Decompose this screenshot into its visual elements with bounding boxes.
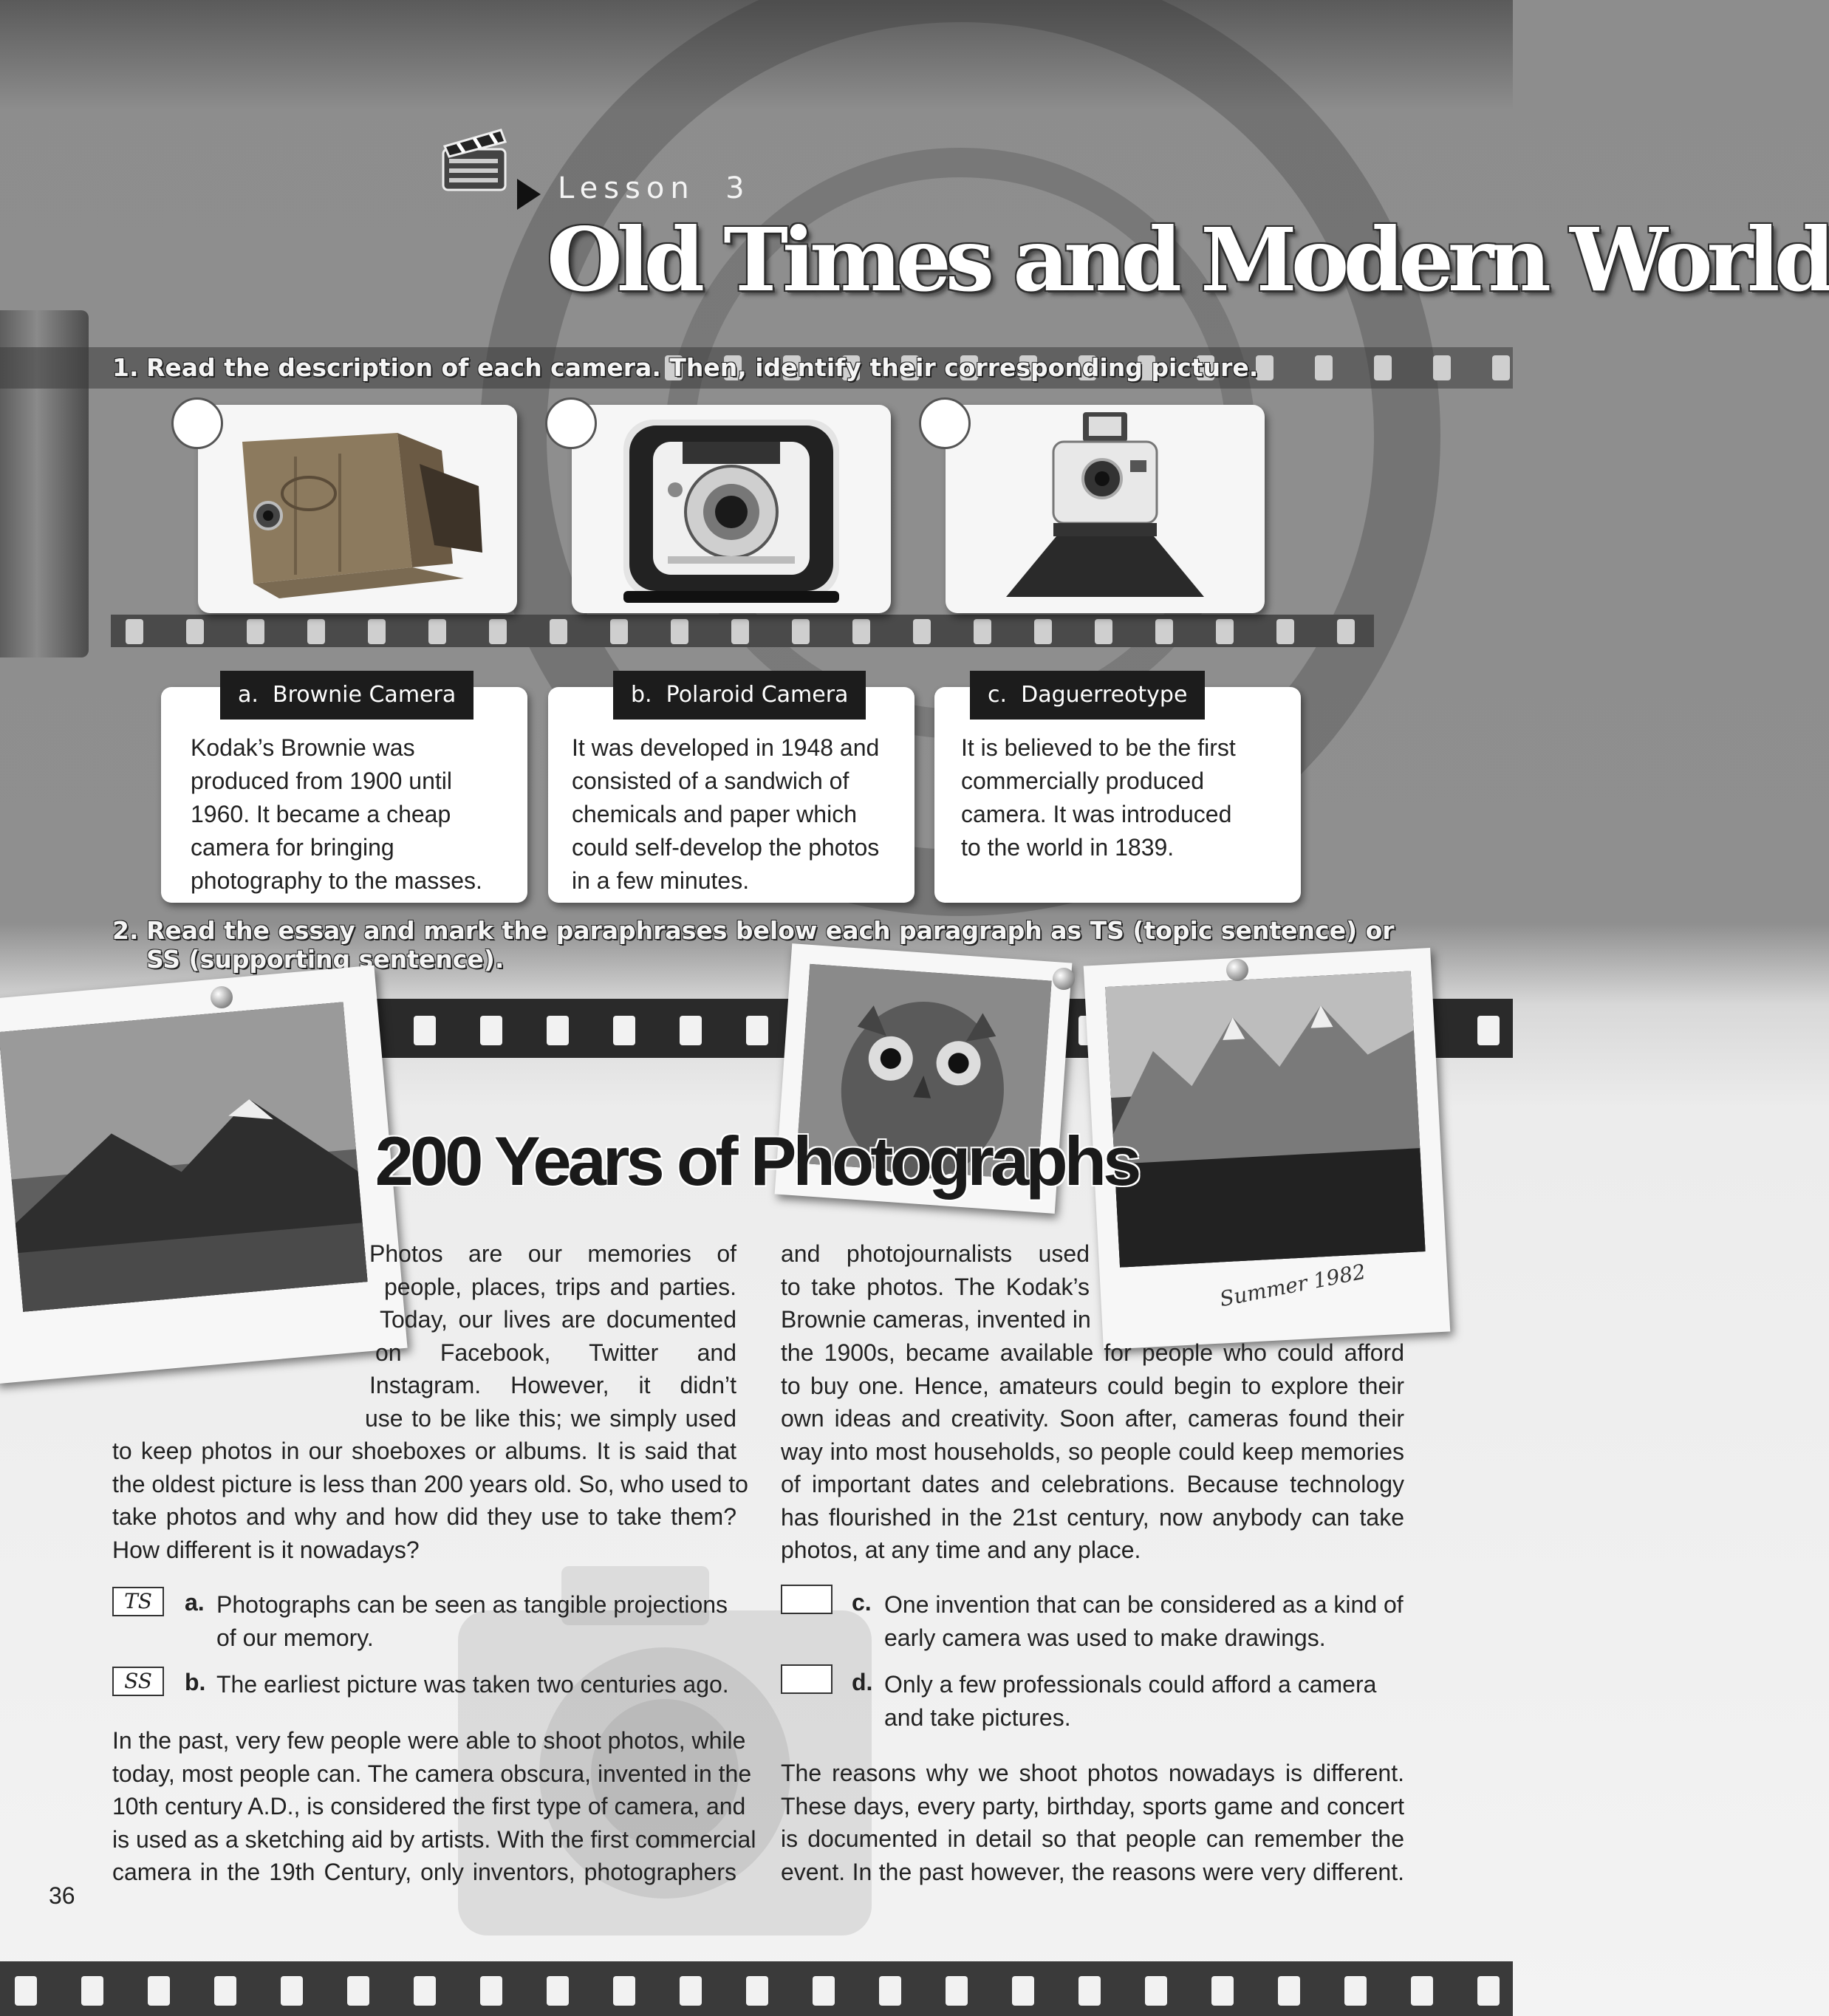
essay-paragraph-1-indented: Instagram. However, it didn’t — [369, 1372, 736, 1398]
description-text: It was developed in 1948 and consisted of a sandwich of chemicals and paper which could self-develop the photos in a few minutes. — [572, 734, 880, 894]
item-a-text: Photographs can be seen as tangible projections of our memory. — [216, 1591, 728, 1651]
film-perforation — [186, 619, 204, 644]
film-perforation — [81, 1976, 103, 2006]
film-perforation — [1337, 619, 1355, 644]
item-letter: b. — [185, 1669, 206, 1695]
film-perforation — [913, 619, 931, 644]
item-b-text: The earliest picture was taken two centuries ago. — [216, 1671, 729, 1698]
lesson-title: Old Times and Modern World — [547, 208, 1829, 311]
film-perforation — [368, 619, 386, 644]
film-perforation — [247, 619, 264, 644]
film-perforation — [680, 1016, 702, 1045]
page-number: 36 — [49, 1882, 75, 1909]
item-c-text: One invention that can be considered as a kind of early camera was used to make drawings. — [884, 1591, 1404, 1651]
film-perforation — [852, 619, 870, 644]
answer-box-d[interactable] — [781, 1664, 833, 1694]
film-perforation — [1216, 619, 1234, 644]
film-perforation — [1344, 1976, 1367, 2006]
film-perforation — [1411, 1976, 1433, 2006]
essay-paragraph-1-indented: use to be like this; we simply used — [365, 1405, 736, 1432]
push-pin-icon — [211, 986, 233, 1008]
essay-paragraph-1-indented: people, places, trips and parties. — [384, 1274, 736, 1300]
film-perforation — [547, 1016, 569, 1045]
film-perforation — [1315, 355, 1333, 380]
film-perforation — [307, 619, 325, 644]
push-pin-icon — [1053, 968, 1075, 990]
item-d-text: Only a few professionals could afford a camera and take pictures. — [884, 1671, 1377, 1731]
film-perforation — [746, 1016, 768, 1045]
description-text: Kodak’s Brownie was produced from 1900 until 1960. It became a cheap camera for bringing photography to the masses. — [191, 734, 482, 894]
description-text: It is believed to be the first commercially produced camera. It was introduced to the world in 1839. — [961, 734, 1236, 861]
clapperboard-icon — [442, 126, 512, 196]
film-perforation — [792, 619, 810, 644]
film-perforation — [1477, 1016, 1500, 1045]
film-perforation — [731, 619, 749, 644]
film-perforation — [148, 1976, 170, 2006]
film-perforation — [610, 619, 628, 644]
photo-caption: Summer 1982 — [1217, 1259, 1368, 1312]
film-perforation — [428, 619, 446, 644]
item-letter: c. — [852, 1589, 872, 1616]
essay-title: 200 Years of Photographs — [375, 1122, 1138, 1200]
essay-paragraph-1: to keep photos in our shoeboxes or albums. It is said that the oldest picture is less than 200 years old. So, who used to take photos and why and how did they use to take them? How different is it nowadays? — [112, 1438, 748, 1563]
film-perforation — [489, 619, 507, 644]
film-perforation — [613, 1016, 635, 1045]
film-perforation — [550, 619, 567, 644]
film-perforation — [15, 1976, 37, 2006]
film-perforation — [1012, 1976, 1034, 2006]
film-perforation — [1433, 355, 1451, 380]
film-perforation — [480, 1016, 502, 1045]
description-card-a — [161, 682, 527, 903]
description-tab: b. Polaroid Camera — [613, 671, 866, 720]
essay-paragraph-1-indented: Today, our lives are documented — [380, 1306, 736, 1333]
film-perforation — [1211, 1976, 1234, 2006]
film-perforation — [214, 1976, 236, 2006]
essay-paragraph-2-continued: the 1900s, became available for people who could afford to buy one. Hence, amateurs could begin to explore their own ideas and creativity. Soon after, cameras found their way into most households, so people could keep memories of important dates and celebrations. Because technology has flourished in the 21st century, now anybody can take photos, at any time and any place. — [781, 1339, 1404, 1563]
item-letter: a. — [185, 1589, 205, 1616]
lesson-number: 3 — [725, 171, 751, 205]
exercise-1-instruction: 1. Read the description of each camera. Then, identify their corresponding picture. — [112, 353, 1259, 382]
film-perforation — [1278, 1976, 1300, 2006]
film-perforation — [1155, 619, 1173, 644]
description-tab: c. Daguerreotype — [970, 671, 1205, 720]
film-perforation — [1078, 1976, 1101, 2006]
film-perforation — [974, 619, 991, 644]
top-shade-decoration — [0, 0, 1513, 111]
answer-box-a[interactable]: TS — [112, 1587, 164, 1616]
film-perforation — [1276, 619, 1294, 644]
answer-box-c[interactable] — [781, 1585, 833, 1614]
exercise-2-instruction: 2. Read the essay and mark the paraphrases below each paragraph as TS (topic sentence) or SS (supporting sentence). — [112, 916, 1395, 974]
film-perforation — [1374, 355, 1392, 380]
film-perforation — [414, 1016, 436, 1045]
camera-photo-polaroid — [946, 405, 1265, 613]
essay-paragraph-1-indented: Photos are our memories of — [369, 1240, 736, 1267]
film-perforation — [1034, 619, 1052, 644]
essay-paragraph-2-continued: and photojournalists used to take photos. The Kodak’s Brownie cameras, invented in — [781, 1240, 1091, 1333]
film-perforation — [1492, 355, 1510, 380]
film-strip-decoration — [111, 615, 1374, 647]
camera-photo-brownie — [572, 405, 891, 613]
play-arrow-icon — [514, 176, 544, 213]
film-perforation — [1095, 619, 1112, 644]
item-letter: d. — [852, 1669, 873, 1695]
film-perforation — [1477, 1976, 1500, 2006]
push-pin-icon — [1226, 959, 1248, 981]
essay-paragraph-1-indented: on Facebook, Twitter and — [375, 1339, 736, 1366]
film-perforation — [126, 619, 143, 644]
film-perforation — [281, 1976, 303, 2006]
essay-paragraph-3: The reasons why we shoot photos nowadays is different. These days, every party, birthday, sports game and concert is documented in detail so that people can remember the event. In the past however, the reasons were very different. — [781, 1760, 1404, 1885]
film-perforation — [1145, 1976, 1167, 2006]
description-card-c — [934, 682, 1301, 903]
lesson-label: Lesson 3 — [558, 171, 751, 205]
description-card-b — [548, 682, 914, 903]
film-perforation — [1256, 355, 1274, 380]
camera-photo-daguerreotype — [198, 405, 517, 613]
answer-box-b[interactable]: SS — [112, 1667, 164, 1696]
film-perforation — [347, 1976, 369, 2006]
film-perforation — [671, 619, 688, 644]
essay-paragraph-2: In the past, very few people were able to shoot photos, while today, most people can. The camera obscura, invented in the 10th century A.D., is considered the first type of camera, and is used as a sketching aid by artists. With the first commercial camera in the 19th Century, only inventors, photographers — [112, 1727, 756, 1885]
description-tab: a. Brownie Camera — [220, 671, 474, 720]
